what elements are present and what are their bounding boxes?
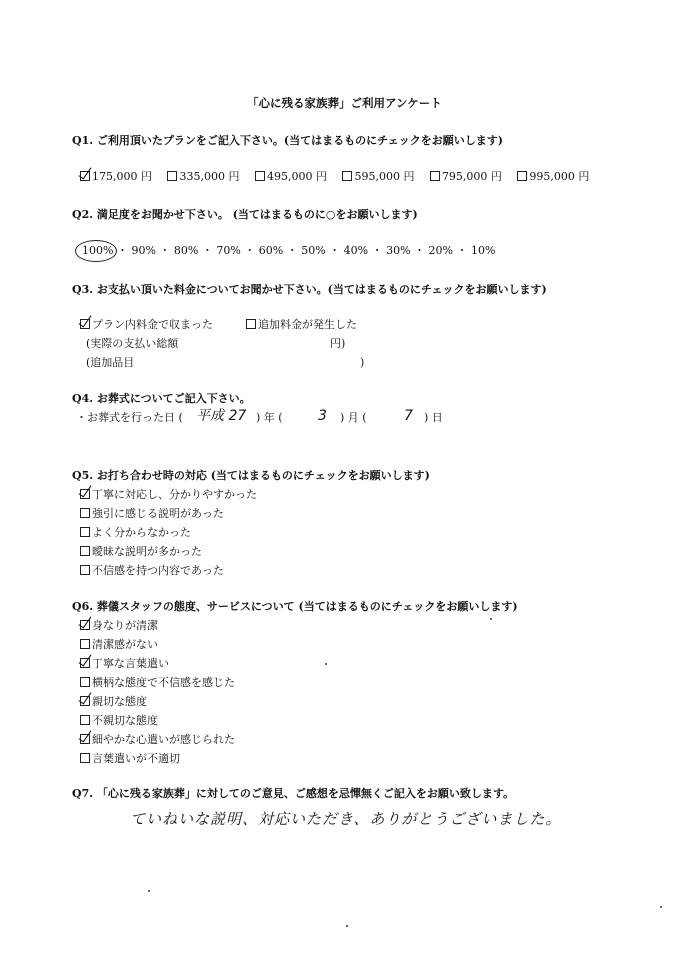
checkbox-checked-icon[interactable] — [80, 696, 90, 706]
q1-label: Q1. ご利用頂いたプランをご記入下さい。(当てはまるものにチェックをお願いします) — [72, 134, 503, 147]
q3-label: Q3. お支払い頂いた料金についてお聞かせ下さい。(当てはまるものにチェックをお願いします) — [72, 283, 547, 296]
funeral-era-year[interactable]: 平成 27 — [196, 408, 247, 424]
q6-option-3[interactable]: 丁寧な言葉遣い — [80, 657, 169, 671]
funeral-date-prefix: ・お葬式を行った日 ( — [76, 411, 183, 424]
q5-label: Q5. お打ち合わせ時の対応 (当てはまるものにチェックをお願いします) — [72, 469, 430, 482]
extra-items-label: (追加品目 — [86, 356, 135, 369]
checkbox-icon[interactable] — [80, 677, 90, 687]
checkbox-icon[interactable] — [246, 319, 256, 329]
scan-speck — [346, 925, 348, 927]
q7-answer[interactable]: ていねいな説明、対応いただき、ありがとうございました。 — [130, 810, 562, 828]
q6-option-4[interactable]: 横柄な態度で不信感を感じた — [80, 676, 235, 690]
q5-option-2[interactable]: 強引に感じる説明があった — [80, 507, 224, 521]
year-unit: ) 年 ( — [256, 411, 283, 424]
q1-options — [80, 170, 601, 184]
q1-option-3[interactable]: 495,000 円 — [255, 170, 327, 183]
q2-label: Q2. 満足度をお聞かせ下さい。 (当てはまるものに○をお願いします) — [72, 208, 418, 221]
checkbox-icon[interactable] — [255, 171, 265, 181]
q3-option-1[interactable]: プラン内料金で収まった — [80, 318, 213, 332]
checkbox-icon[interactable] — [517, 171, 527, 181]
checkbox-icon[interactable] — [167, 171, 177, 181]
q6-label: Q6. 葬儀スタッフの態度、サービスについて (当てはまるものにチェックをお願いします) — [72, 600, 518, 613]
q5-option-5[interactable]: 不信感を持つ内容であった — [80, 564, 224, 578]
q5-option-1[interactable]: 丁寧に対応し、分かりやすかった — [80, 488, 257, 502]
q5-option-3[interactable]: よく分からなかった — [80, 526, 191, 540]
q5-option-4[interactable]: 曖昧な説明が多かった — [80, 545, 202, 559]
q6-option-1[interactable]: 身なりが清潔 — [80, 619, 158, 633]
checkbox-checked-icon[interactable] — [80, 489, 90, 499]
q1-option-2[interactable]: 335,000 円 — [167, 170, 239, 183]
q3-option-2[interactable]: 追加料金が発生した — [246, 318, 357, 332]
checkbox-checked-icon[interactable] — [80, 620, 90, 630]
checkbox-icon[interactable] — [80, 639, 90, 649]
q6-option-2[interactable]: 清潔感がない — [80, 638, 158, 652]
checkbox-icon[interactable] — [342, 171, 352, 181]
scan-speck — [325, 663, 327, 665]
funeral-month[interactable]: 3 — [318, 408, 327, 424]
q7-label: Q7. 「心に残る家族葬」に対してのご意見、ご感想を忌憚無くご記入をお願い致します。 — [72, 787, 515, 800]
q1-option-6[interactable]: 995,000 円 — [517, 170, 589, 183]
extra-items-close: ) — [360, 356, 365, 369]
payment-total-label: (実際の支払い総額 — [86, 337, 179, 350]
page-title: 「心に残る家族葬」ご利用アンケート — [247, 96, 442, 110]
checkbox-checked-icon[interactable] — [80, 658, 90, 668]
q1-option-1[interactable]: 175,000 円 — [80, 170, 152, 183]
checkbox-icon[interactable] — [80, 527, 90, 537]
q6-option-7[interactable]: 細やかな心遣いが感じられた — [80, 733, 235, 747]
q6-option-8[interactable]: 言葉遣いが不適切 — [80, 752, 180, 766]
checkbox-icon[interactable] — [80, 546, 90, 556]
scan-speck — [660, 906, 662, 908]
checkbox-icon[interactable] — [430, 171, 440, 181]
checkbox-icon[interactable] — [80, 508, 90, 518]
q1-option-5[interactable]: 795,000 円 — [430, 170, 502, 183]
payment-total-unit: 円) — [330, 337, 346, 350]
day-unit: ) 日 — [424, 411, 443, 424]
month-unit: ) 月 ( — [340, 411, 367, 424]
scan-speck — [148, 890, 150, 892]
checkbox-icon[interactable] — [80, 753, 90, 763]
q2-scale[interactable]: 100% ・ 90% ・ 80% ・ 70% ・ 60% ・ 50% ・ 40% ・ 30% ・ 20% ・ 10% — [82, 244, 496, 257]
q6-option-5[interactable]: 親切な態度 — [80, 695, 147, 709]
checkbox-checked-icon[interactable] — [80, 319, 90, 329]
checkbox-checked-icon[interactable] — [80, 171, 90, 181]
funeral-day[interactable]: 7 — [404, 408, 413, 424]
checkbox-icon[interactable] — [80, 715, 90, 725]
checkbox-checked-icon[interactable] — [80, 734, 90, 744]
scan-speck — [490, 618, 492, 620]
q4-label: Q4. お葬式についてご記入下さい。 — [72, 392, 251, 405]
checkbox-icon[interactable] — [80, 565, 90, 575]
q1-option-4[interactable]: 595,000 円 — [342, 170, 414, 183]
q6-option-6[interactable]: 不親切な態度 — [80, 714, 158, 728]
